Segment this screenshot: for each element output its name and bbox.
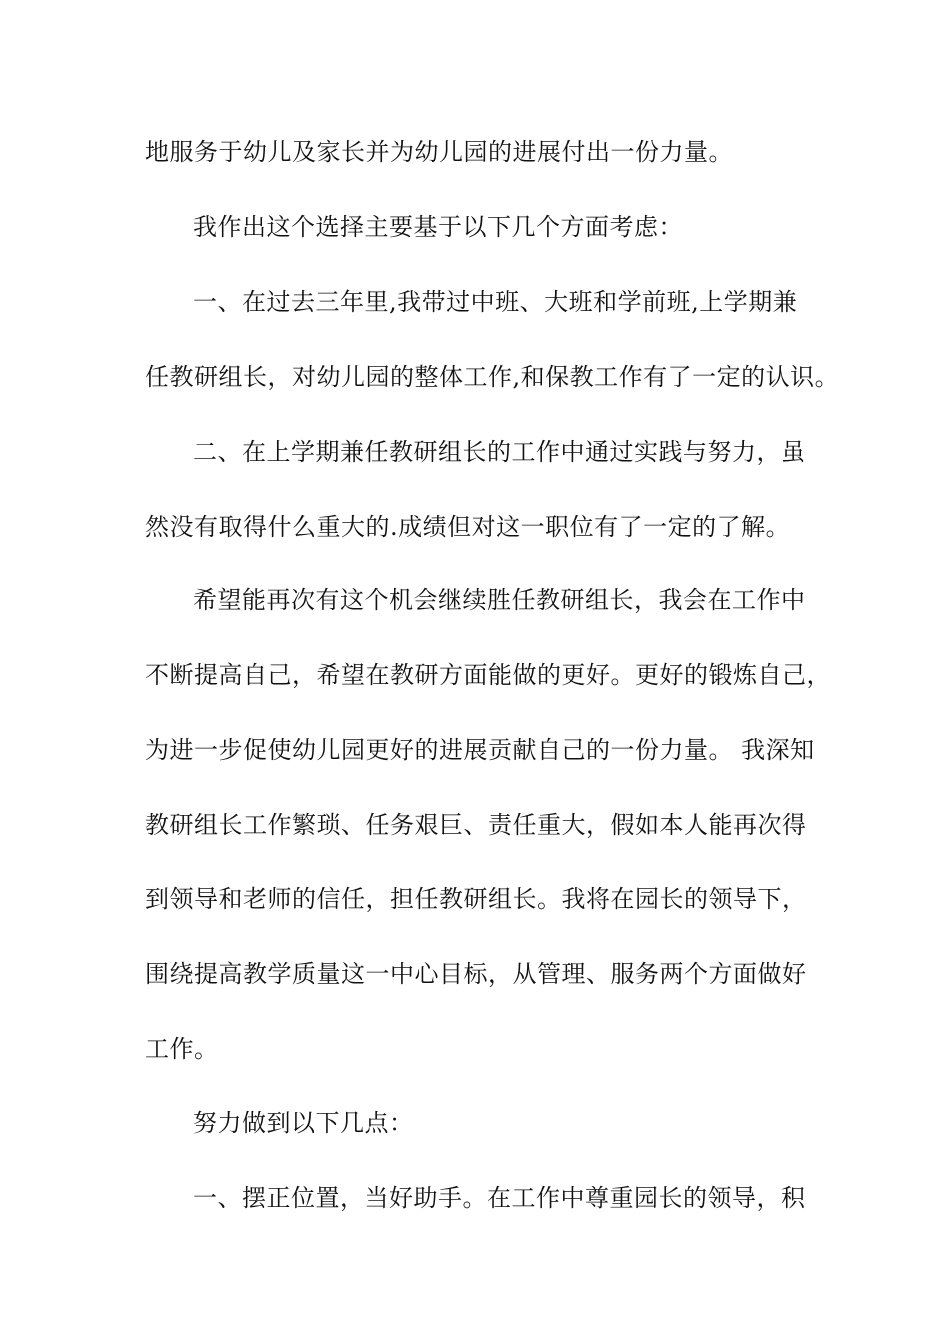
- text-line-5: 二、在上学期兼任教研组长的工作中通过实践与努力，虽: [193, 438, 806, 466]
- text-line-13: 工作。: [145, 1035, 219, 1063]
- text-line-3: 一、在过去三年里,我带过中班、大班和学前班,上学期兼: [193, 288, 798, 316]
- text-line-14: 努力做到以下几点：: [193, 1109, 414, 1137]
- text-line-6: 然没有取得什么重大的.成绩但对这一职位有了一定的了解。: [145, 513, 791, 541]
- text-line-10: 教研组长工作繁琐、任务艰巨、责任重大，假如本人能再次得: [145, 811, 807, 839]
- text-line-7: 希望能再次有这个机会继续胜任教研组长，我会在工作中: [193, 586, 806, 614]
- text-line-4: 任教研组长，对幼儿园的整体工作,和保教工作有了一定的认识。: [145, 363, 840, 391]
- text-line-12: 围绕提高教学质量这一中心目标，从管理、服务两个方面做好: [145, 960, 807, 988]
- text-line-8: 不断提高自己，希望在教研方面能做的更好。更好的锻炼自己，: [145, 661, 831, 689]
- text-line-11: 到领导和老师的信任，担任教研组长。我将在园长的领导下，: [145, 885, 807, 913]
- text-line-1: 地服务于幼儿及家长并为幼儿园的进展付出一份力量。: [145, 138, 733, 166]
- text-line-2: 我作出这个选择主要基于以下几个方面考虑：: [193, 213, 683, 241]
- text-line-9: 为进一步促使幼儿园更好的进展贡献自己的一份力量。 我深知: [145, 736, 815, 764]
- text-line-15: 一、摆正位置，当好助手。在工作中尊重园长的领导，积: [193, 1184, 806, 1212]
